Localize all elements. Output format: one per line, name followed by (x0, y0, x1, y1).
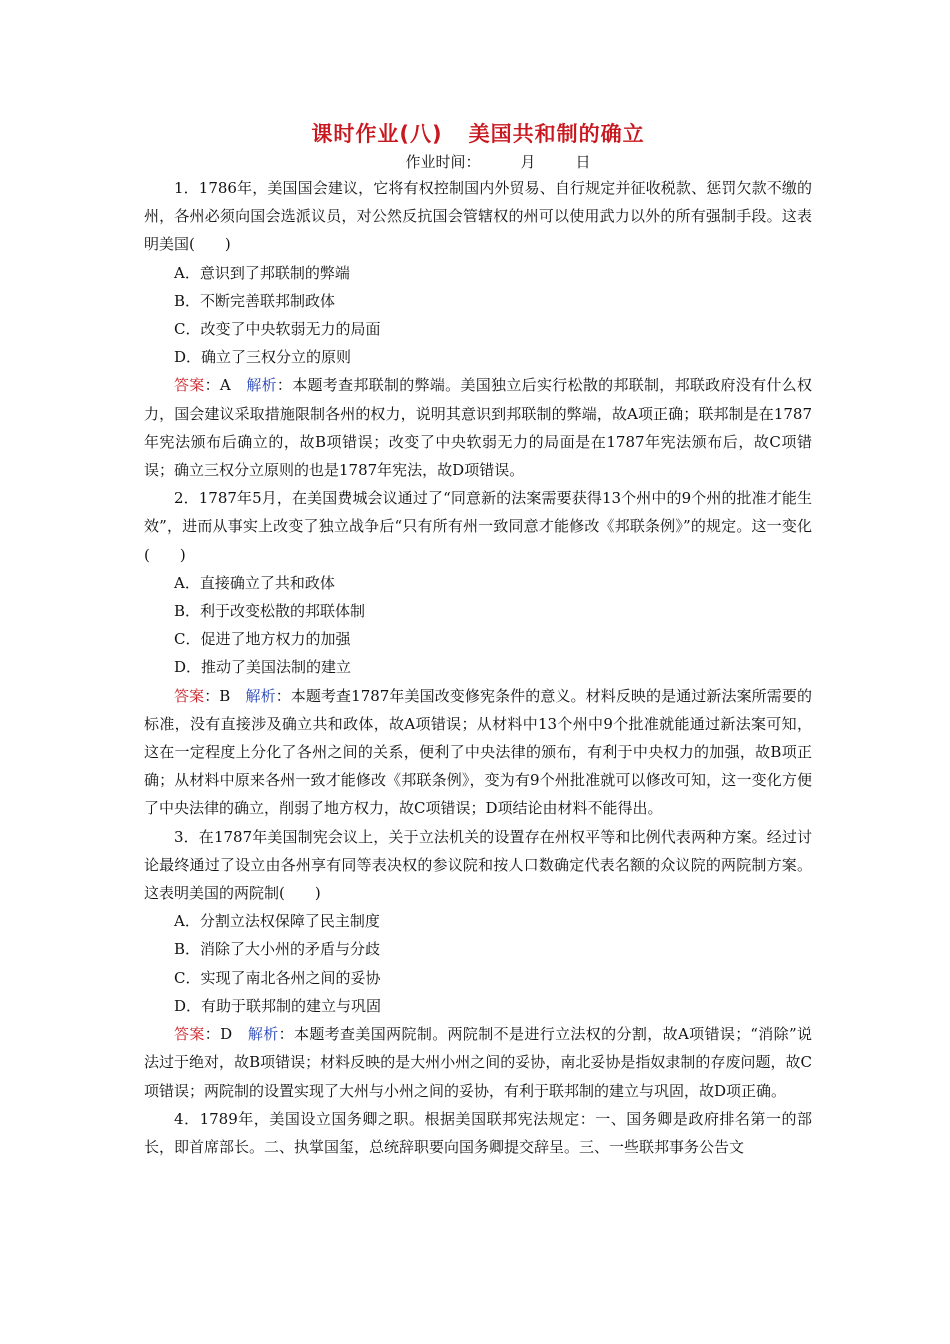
explanation-text: ：本题考查邦联制的弊端。美国独立后实行松散的邦联制，邦联政府没有什么权力，国会建议采取措施限制各州的权力，说明其意识到邦联制的弊端，故A项正确；联邦制是在1787年宪法颁布后确立的，故B项错误；改变了中央软弱无力的局面是在1787年宪法颁布后，故C项错误；确立三权分立原则的也是1787年宪法，故D项错误。 (144, 376, 812, 480)
page-title (144, 118, 812, 150)
question-block (144, 823, 812, 1105)
option-c: C．促进了地方权力的加强 (174, 630, 351, 649)
question-stem: 4．1789年，美国设立国务卿之职。根据美国联邦宪法规定：一、国务卿是政府排名第一的部长，即首席部长。二、执掌国玺，总统辞职要向国务卿提交辞呈。三、一些联邦事务公告文 (144, 1109, 812, 1156)
option-b: B．不断完善联邦制政体 (174, 291, 336, 310)
question-stem: 1．1786年，美国国会建议，它将有权控制国内外贸易、自行规定并征收税款、惩罚欠款不缴的州，各州必须向国会选派议员，对公然反抗国会管辖权的州可以使用武力以外的所有强制手段。这表明美国( ) (144, 179, 812, 254)
question-block (144, 484, 812, 822)
explanation-label: 解析 (247, 1025, 279, 1044)
answer-value: ：B (204, 686, 231, 705)
option-d: D．推动了美国法制的建立 (174, 658, 352, 677)
explanation-label: 解析 (245, 686, 276, 705)
title-topic: 美国共和制的确立 (468, 122, 645, 146)
worksheet-page (144, 118, 812, 1161)
question-stem: 3．在1787年美国制宪会议上，关于立法机关的设置存在州权平等和比例代表两种方案。经过讨论最终通过了设立由各州享有同等表决权的参议院和按人口数确定代表名额的众议院的两院制方案。这表明美国的两院制( ) (144, 827, 812, 903)
explanation-text: ：本题考查1787年美国改变修宪条件的意义。材料反映的是通过新法案所需要的标准，没有直接涉及确立共和政体，故A项错误；从材料中13个州中9个批准就能通过新法案可知，这在一定程度上分化了各州之间的关系，便利了中央法律的颁布，有利于中央权力的加强，故B项正确；从材料中原来各州一致才能修改《邦联条例》，变为有9个州批准就可以修改可知，这一变化方便了中央法律的确立，削弱了地方权力，故C项错误；D项结论由材料不能得出。 (144, 686, 812, 818)
day-label: 日 (575, 153, 591, 171)
answer-explanation (144, 682, 812, 823)
answer-label: 答案 (174, 376, 205, 395)
option-d: D．确立了三权分立的原则 (174, 348, 352, 367)
title-main: 课时作业(八) (311, 122, 443, 146)
answer-explanation (144, 1020, 812, 1105)
answer-value: ：D (204, 1025, 233, 1044)
explanation-label: 解析 (246, 376, 277, 395)
option-c: C．实现了南北各州之间的妥协 (174, 968, 381, 987)
option-a: A．意识到了邦联制的弊端 (174, 263, 350, 282)
answer-value: ：A (204, 376, 231, 395)
option-a: A．直接确立了共和政体 (174, 573, 335, 592)
option-c: C．改变了中央软弱无力的局面 (174, 320, 381, 339)
date-line (184, 150, 812, 174)
answer-label: 答案 (174, 686, 205, 705)
question-block (144, 1105, 812, 1161)
question-stem: 2．1787年5月，在美国费城会议通过了“同意新的法案需要获得13个州中的9个州的批准才能生效”，进而从事实上改变了独立战争后“只有所有州一致同意才能修改《邦联条例》”的规定。这一变化( ) (144, 489, 812, 564)
answer-label: 答案 (174, 1025, 205, 1044)
date-label: 作业时间： (405, 153, 481, 171)
question-block (144, 174, 812, 484)
option-d: D．有助于联邦制的建立与巩固 (174, 996, 382, 1015)
answer-explanation (144, 371, 812, 484)
option-b: B．利于改变松散的邦联体制 (174, 602, 366, 621)
month-label: 月 (520, 153, 536, 171)
option-a: A．分割立法权保障了民主制度 (174, 912, 380, 931)
option-b: B．消除了大小州的矛盾与分歧 (174, 940, 381, 959)
explanation-text: ：本题考查美国两院制。两院制不是进行立法权的分割，故A项错误；“消除”说法过于绝对，故B项错误；材料反映的是大州小州之间的妥协，南北妥协是指奴隶制的存废问题，故C项错误；两院制的设置实现了大州与小州之间的妥协，有利于联邦制的建立与巩固，故D项正确。 (144, 1025, 812, 1100)
